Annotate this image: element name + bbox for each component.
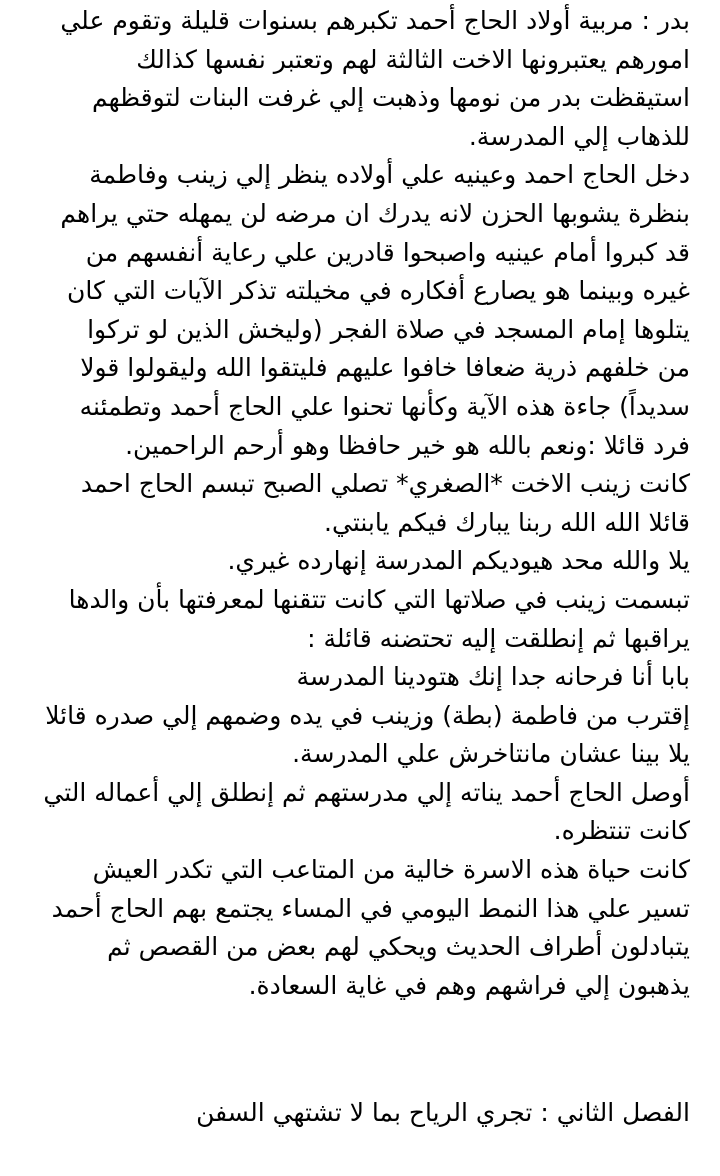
- text-line: يذهبون إلي فراشهم وهم في غاية السعادة.: [248, 970, 690, 1000]
- text-line: قد كبروا أمام عينيه واصبحوا قادرين علي رعاية أنفسهم من: [85, 237, 690, 267]
- text-line: من خلفهم ذرية ضعافا خافوا عليهم فليتقوا الله وليقولوا قولا: [80, 353, 690, 383]
- text-line: بنظرة يشوبها الحزن لانه يدرك ان مرضه لن يمهله حتي يراهم: [60, 198, 690, 228]
- chapter-heading: الفصل الثاني : تجري الرياح بما لا تشتهي السفن: [196, 1098, 690, 1127]
- text-line: دخل الحاج احمد وعينيه علي أولاده ينظر إلي زينب وفاطمة: [89, 160, 690, 190]
- text-line: غيره وبينما هو يصارع أفكاره في مخيلته تذكر الآيات التي كان: [67, 276, 690, 306]
- text-line: بابا أنا فرحانه جدا إنك هتودينا المدرسة: [296, 662, 690, 692]
- text-line: تبسمت زينب في صلاتها التي كانت تتقنها لمعرفتها بأن والدها: [68, 584, 690, 614]
- story-text-block: [0, 2, 690, 1005]
- text-line: يلا والله محد هيوديكم المدرسة إنهارده غيري.: [227, 546, 690, 576]
- text-line: سديداً) جاءة هذه الآية وكأنها تحنوا علي الحاج أحمد وتطمئنه: [79, 391, 690, 421]
- text-line: إقترب من فاطمة (بطة) وزينب في يده وضمهم إلي صدره قائلا: [45, 700, 690, 730]
- text-line: كانت تنتظره.: [553, 816, 690, 846]
- text-line: كانت زينب الاخت *الصغري* تصلي الصبح تبسم الحاج احمد: [80, 469, 690, 499]
- text-line: قائلا الله الله ربنا يبارك فيكم يابنتي.: [324, 507, 690, 537]
- text-line: يلا بينا عشان مانتاخرش علي المدرسة.: [292, 739, 690, 769]
- text-line: كانت حياة هذه الاسرة خالية من المتاعب التي تكدر العيش: [92, 855, 690, 885]
- text-line: فرد قائلا :ونعم بالله هو خير حافظا وهو أرحم الراحمين.: [125, 430, 690, 460]
- text-line: يراقبها ثم إنطلقت إليه تحتضنه قائلة :: [307, 623, 690, 653]
- text-line: يتلوها إمام المسجد في صلاة الفجر (وليخش الذين لو تركوا: [87, 314, 690, 344]
- text-line: بدر : مربية أولاد الحاج أحمد تكبرهم بسنوات قليلة وتقوم علي: [60, 6, 690, 35]
- text-line: تسير علي هذا النمط اليومي في المساء يجتمع بهم الحاج أحمد: [51, 893, 690, 923]
- text-line: أوصل الحاج أحمد يناته إلي مدرستهم ثم إنطلق إلي أعماله التي: [43, 777, 690, 807]
- text-line: يتبادلون أطراف الحديث ويحكي لهم بعض من القصص ثم: [107, 932, 690, 962]
- text-line: استيقظت بدر من نومها وذهبت إلي غرفت البنات لتوقظهم: [92, 83, 690, 113]
- text-line: للذهاب إلي المدرسة.: [468, 121, 690, 151]
- text-line: امورهم يعتبرونها الاخت الثالثة لهم وتعتبر نفسها كذالك: [136, 44, 690, 74]
